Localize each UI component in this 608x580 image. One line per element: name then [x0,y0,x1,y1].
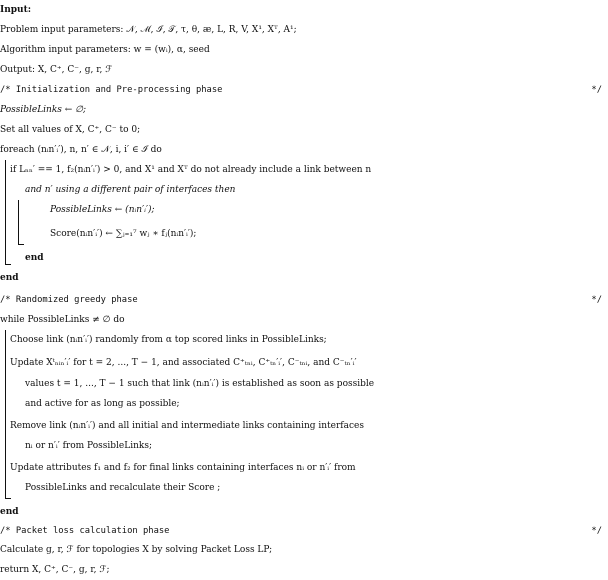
comment-init-phase [0,80,602,100]
comment-init-close: */ [591,85,602,95]
choose-line: Choose link (nᵢn′ᵢ′) randomly from α top scored links in PossibleLinks; [10,335,327,345]
if-block-bar [18,200,19,244]
end-if-line: end [25,253,44,263]
while-block-foot [5,498,11,499]
foreach-block-foot [5,264,11,265]
update-line-3: and active for as long as possible; [25,399,180,409]
end-foreach-line: end [0,273,19,283]
foreach-block-bar [5,160,6,264]
possible-links-add-line: PossibleLinks ← (nᵢn′ᵢ′); [50,205,155,215]
if-condition-line-1: if Lₙₙ′ == 1, f₂(nᵢn′ᵢ′) > 0, and X¹ and Xᵀ do not already include a link between n [10,165,372,175]
comment-greedy-phase [0,290,602,310]
comment-greedy-text: /* Randomized greedy phase [0,295,138,305]
while-block-bar [5,330,6,498]
attributes-line-1: Update attributes f₁ and f₂ for final links containing interfaces nᵢ or n′ᵢ′ from [10,463,356,473]
problem-params-line: Problem input parameters: 𝒩, ℳ, ℐ, 𝒯, τ, θ, æ, L, R, V, X¹, Xᵀ, A¹; [0,25,297,35]
input-heading: Input: [0,5,32,15]
remove-line-1: Remove link (nᵢn′ᵢ′) and all initial and intermediate links containing interfaces [10,421,364,431]
possible-links-init-line: PossibleLinks ← ∅; [0,105,87,115]
attributes-line-2: PossibleLinks and recalculate their Score ; [25,483,221,493]
comment-packet-text: /* Packet loss calculation phase [0,526,170,536]
comment-packet-close: */ [591,526,602,536]
return-line: return X, C⁺, C⁻, g, r, ℱ; [0,565,110,575]
if-condition-line-2: and n′ using a different pair of interfaces then [25,185,236,195]
algorithm-params-line: Algorithm input parameters: w = (wᵢ), α, seed [0,45,210,55]
remove-line-2: nᵢ or n′ᵢ′ from PossibleLinks; [25,441,152,451]
while-line: while PossibleLinks ≠ ∅ do [0,315,125,325]
update-line-2: values t = 1, ..., T − 1 such that link (nᵢn′ᵢ′) is established as soon as possible [25,379,375,389]
score-line: Score(nᵢn′ᵢ′) ← ∑ⱼ₌₁⁷ wⱼ ∗ fⱼ(nᵢn′ᵢ′); [50,229,197,239]
comment-init-text: /* Initialization and Pre-processing phase [0,85,223,95]
calculate-line: Calculate g, r, ℱ for topologies X by solving Packet Loss LP; [0,545,273,555]
comment-greedy-close: */ [591,295,602,305]
end-while-line: end [0,507,19,517]
set-values-line: Set all values of X, C⁺, C⁻ to 0; [0,125,141,135]
if-block-foot [18,244,24,245]
comment-packet-phase [0,521,602,541]
output-line: Output: X, C⁺, C⁻, g, r, ℱ [0,65,113,75]
update-line-1: Update Xᵗₙᵢₙ′ᵢ′ for t = 2, ..., T − 1, and associated C⁺ₜₙᵢ, C⁺ₜₙ′ᵢ′, C⁻ₜₙᵢ, and C⁻ₜₙ′ᵢ′ [10,358,357,368]
foreach-line: foreach (nᵢn′ᵢ′), n, n′ ∈ 𝒩, i, i′ ∈ ℐ do [0,145,162,155]
